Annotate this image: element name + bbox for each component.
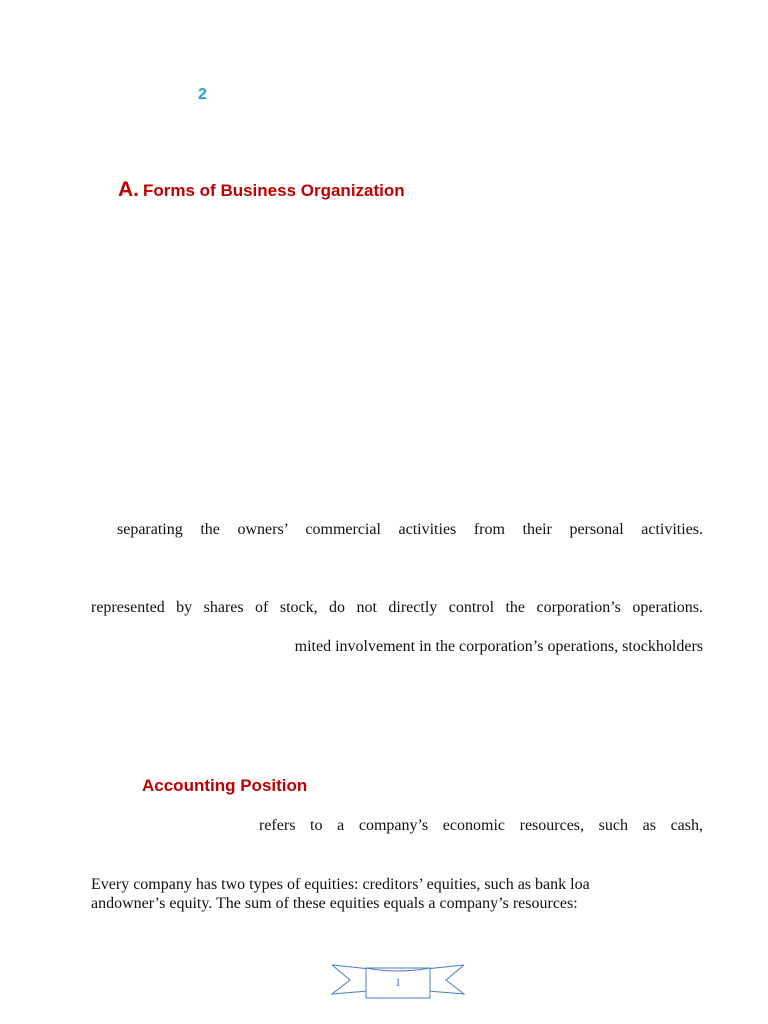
section-heading-accounting-position: Accounting Position [142, 776, 308, 795]
section-letter: A. [118, 178, 139, 201]
paragraph-line: Every company has two types of equities: creditors’ equities, such as bank loa [91, 876, 590, 893]
page-number: 1 [395, 975, 401, 989]
section-title: Forms of Business Organization [143, 181, 405, 200]
section-heading-forms-of-business [118, 178, 405, 202]
paragraph-line: andowner’s equity. The sum of these equities equals a company’s resources: [91, 895, 578, 912]
paragraph-line: represented by shares of stock, do not directly control the corporation’s operations. [91, 599, 703, 616]
paragraph-line: refers to a company’s economic resources, such as cash, [259, 817, 703, 834]
paragraph-line: separating the owners’ commercial activities from their personal activities. [117, 521, 703, 538]
paragraph-line: mited involvement in the corporation’s operations, stockholders [294, 638, 703, 655]
chapter-number: 2 [198, 86, 207, 103]
